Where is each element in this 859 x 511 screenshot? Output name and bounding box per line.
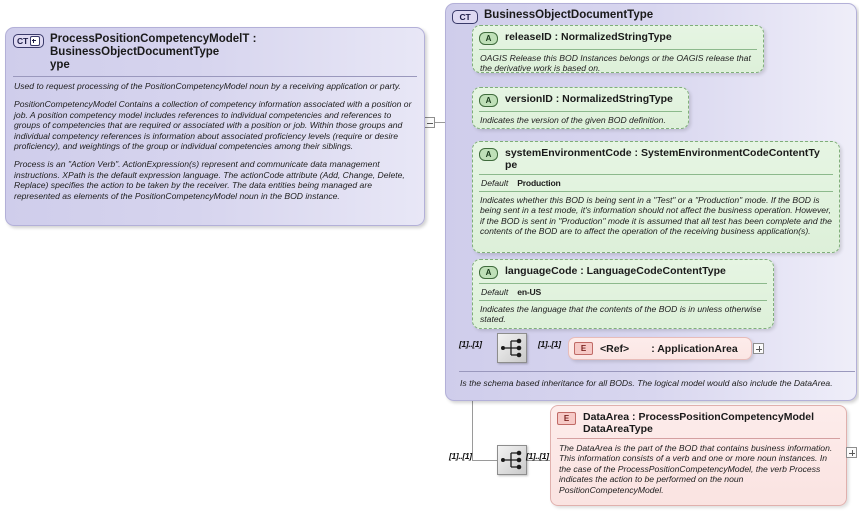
attribute-title: releaseID : NormalizedStringType xyxy=(505,31,672,43)
attribute-versionID[interactable] xyxy=(472,87,689,129)
sequence-glyph xyxy=(498,334,526,362)
element-ref-header xyxy=(569,338,751,358)
divider xyxy=(459,371,855,372)
doc-paragraph: Replace) specifies the action to be taken by the receiver. The data entities being managed are represented as elements of the PositionCompetencyModel noun in the BOD instance. xyxy=(14,180,372,201)
attribute-header xyxy=(473,142,839,174)
attribute-default-row xyxy=(473,284,773,300)
attribute-header xyxy=(473,26,763,49)
collapse-toggle-root[interactable] xyxy=(424,117,435,128)
attribute-systemEnvironmentCode[interactable] xyxy=(472,141,840,253)
default-label: Default xyxy=(481,287,509,297)
element-icon: E xyxy=(574,342,593,355)
attribute-documentation: Indicates the version of the given BOD definition. xyxy=(480,115,666,125)
expand-toggle-applicationarea[interactable] xyxy=(753,343,764,354)
base-type-title: BusinessObjectDocumentType xyxy=(484,9,654,21)
doc-paragraph: PositionCompetencyModel Contains a collection of competency information associated with a position or job. A position competency model includes references to individual competencies and references to groups of competencies that are required or associated with a position or job. Within those groups and individual competency references is information about associated proficiency levels (require or desire proficiency), and weightings of the group or individual competencies among their siblings. xyxy=(14,99,412,152)
attribute-default-row xyxy=(473,175,839,191)
element-title-line2: DataAreaType xyxy=(583,423,653,435)
root-type-title xyxy=(50,33,417,72)
sequence-glyph xyxy=(498,446,526,474)
element-ref-label: <Ref> xyxy=(600,342,630,355)
attribute-documentation: OAGIS Release this BOD Instances belongs or the OAGIS release that the derivative work is based on. xyxy=(480,53,751,74)
attribute-header xyxy=(473,88,688,111)
root-type-title-line1: ProcessPositionCompetencyModelT : BusinessObjectDocumentType xyxy=(50,33,257,58)
root-complex-type-box[interactable] xyxy=(5,27,425,226)
cardinality-left-applicationarea: [1]..[1] xyxy=(459,339,482,349)
root-type-header xyxy=(6,28,424,76)
default-value: en-US xyxy=(517,287,542,297)
element-ref-name: : ApplicationArea xyxy=(651,342,738,355)
cardinality-left-dataarea: [1]..[1] xyxy=(449,451,472,461)
attribute-icon: A xyxy=(479,266,498,279)
expand-toggle-dataarea[interactable] xyxy=(846,447,857,458)
attribute-documentation: Indicates the language that the contents of the BOD is in unless otherwise stated. xyxy=(480,304,762,325)
root-type-documentation xyxy=(6,77,424,206)
doc-paragraph: Used to request processing of the PositionCompetencyModel noun by a receiving application or party. xyxy=(14,81,401,91)
element-header xyxy=(551,406,846,438)
element-documentation: The DataArea is the part of the BOD that contains business information. This information consists of a verb and one or more noun instances. In the case of the ProcessPositionCompetencyModel, the verb Process indicates the action to be performed on the noun PositionCompetencyModel. xyxy=(559,443,833,495)
cardinality-right-applicationarea: [1]..[1] xyxy=(538,339,561,349)
attribute-title: languageCode : LanguageCodeContentType xyxy=(505,265,726,277)
element-ref-applicationarea[interactable] xyxy=(568,337,752,360)
attribute-title xyxy=(505,147,820,171)
sequence-compositor-icon[interactable] xyxy=(497,333,527,363)
attribute-languageCode[interactable] xyxy=(472,259,774,329)
complex-type-icon: CT xyxy=(452,10,478,24)
attribute-title: versionID : NormalizedStringType xyxy=(505,93,673,105)
root-type-title-line2: ype xyxy=(50,59,70,71)
default-label: Default xyxy=(481,178,509,188)
attribute-icon: A xyxy=(479,32,498,45)
sequence-compositor-icon[interactable] xyxy=(497,445,527,475)
element-title xyxy=(583,411,814,435)
element-icon: E xyxy=(557,412,576,425)
default-value: Production xyxy=(517,178,561,188)
doc-paragraph: Process is an "Action Verb". ActionExpression(s) represent and communicate data management instructions. XPath is the default expression language. The actionCode attribute (Add, Change, Delete, xyxy=(14,159,405,180)
complex-type-icon: CT xyxy=(13,34,44,48)
base-type-header xyxy=(446,4,856,26)
connector-line xyxy=(472,460,498,461)
base-type-documentation: Is the schema based inheritance for all BODs. The logical model would also include the DataArea. xyxy=(460,378,833,388)
cardinality-right-dataarea: [1]..[1] xyxy=(526,451,549,461)
attribute-documentation: Indicates whether this BOD is being sent in a "Test" or a "Production" mode. If the BOD is being sent in a test mode, it's information should not affect the business operation. However, if the BOD is sent in "Production" mode it is assumed that all test has been complete and the contents of the BOD are to affect the operation of the receiving business application(s). xyxy=(480,195,832,237)
element-title-line1: DataArea : ProcessPositionCompetencyModel xyxy=(583,411,815,423)
attribute-title-line2: pe xyxy=(505,159,518,171)
attribute-title-line1: systemEnvironmentCode : SystemEnvironmentCodeContentTy xyxy=(505,147,820,159)
element-dataarea[interactable] xyxy=(550,405,847,506)
attribute-header xyxy=(473,260,773,283)
attribute-icon: A xyxy=(479,94,498,107)
attribute-releaseID[interactable] xyxy=(472,25,764,73)
attribute-icon: A xyxy=(479,148,498,161)
